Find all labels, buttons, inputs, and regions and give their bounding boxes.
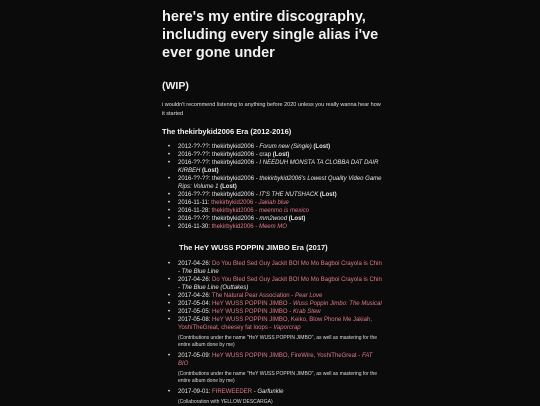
- release-link[interactable]: Krab Stew: [292, 309, 321, 315]
- artist-link[interactable]: thekirbykid2006: [211, 224, 254, 230]
- era2-list: [162, 260, 384, 406]
- release-link[interactable]: Vaporcrap: [273, 325, 301, 331]
- list-item[interactable]: • 2017-04-26: Do You Bled Sed Guy Jackit BOI Mo Mo Bagboi Crayola is Chin - The Blue Line (Outtakes): [162, 276, 384, 292]
- list-item[interactable]: • 2016-11-11: thekirbykid2006 - Jakiah blue: [162, 199, 384, 207]
- release-link[interactable]: meenmo is mexico: [258, 208, 309, 214]
- page-title: here's my entire discography, including every single alias i've ever gone under: [162, 9, 379, 61]
- list-item[interactable]: • 2016-11-28: thekirbykid2006 - meenmo is mexico: [162, 207, 384, 215]
- list-item: • 2016-??-??: thekirbykid2006 - crap (Lost): [162, 151, 384, 159]
- artist-link[interactable]: thekirbykid2006: [211, 200, 254, 206]
- list-item: • 2016-??-??: thekirbykid2006 - IT'S THE NUTSHACK (Lost): [162, 191, 384, 199]
- list-item[interactable]: • 2016-11-30: thekirbykid2006 - Meem MO: [162, 223, 384, 231]
- release-link[interactable]: Pear Love: [294, 293, 323, 299]
- era2-heading: The HeY WUSS POPPIN JIMBO Era (2017): [179, 243, 328, 252]
- list-item[interactable]: • 2017-09-01: FIREWEEDER - Garfunkle: [162, 388, 384, 396]
- list-item[interactable]: • 2017-04-26: Do You Bled Sed Guy Jackit BOI Mo Mo Bagboi Crayola is Chin - The Blue Line: [162, 260, 384, 276]
- release-link[interactable]: Jakiah blue: [258, 200, 289, 206]
- contribution-note: (Collaboration with YELLOW DESCARGA): [178, 399, 273, 405]
- list-item: • 2016-??-??: thekirbykid2006 - thekirbykid2006's Lowest Quality Video Game Rips: Volume 1 (Lost): [162, 175, 384, 191]
- artist-link[interactable]: The Natural Pear Association: [211, 293, 290, 299]
- list-item[interactable]: • 2017-04-26: The Natural Pear Association - Pear Love: [162, 292, 384, 300]
- list-item[interactable]: • 2017-05-08: HeY WUSS POPPIN JIMBO, Keiko, Blow Phone Me Jakiah, YoshiTheGreat, cheesey fat loops - Vaporcrap: [162, 316, 384, 332]
- release-link[interactable]: Meem MO: [258, 224, 287, 230]
- list-item: • 2016-??-??: thekirbykid2006 - I NEEDUH MONSTA TA CLOBBA DAT DAIR KIRBEH (Lost): [162, 159, 384, 175]
- contribution-note: (Contributions under the name "HeY WUSS POPPIN JIMBO", as well as mastering for the entire album done by me): [178, 371, 378, 384]
- artist-link[interactable]: thekirbykid2006: [211, 208, 254, 214]
- list-item: • 2012-??-??: thekirbykid2006 - Forum new (Single) (Lost): [162, 143, 384, 151]
- list-item: • 2016-??-??: thekirbykid2006 - mm2wood (Lost): [162, 215, 384, 223]
- list-item[interactable]: • 2017-05-04: HeY WUSS POPPIN JIMBO - Wuss Poppin Jimbo: The Musical: [162, 300, 384, 308]
- artist-link[interactable]: HeY WUSS POPPIN JIMBO, Keiko, Blow Phone Me Jakiah, YoshiTheGreat, cheesey fat loops: [178, 317, 372, 331]
- wip-label: (WIP): [162, 80, 189, 92]
- list-item[interactable]: • 2017-05-05: HeY WUSS POPPIN JIMBO - Krab Stew: [162, 308, 384, 316]
- release-link[interactable]: FAT BIO: [178, 353, 373, 367]
- era1-list: [162, 143, 384, 231]
- listening-note: i wouldn't recommend listening to anything before 2020 unless you really wanna hear how it started: [162, 102, 381, 117]
- list-item[interactable]: • 2017-05-09: HeY WUSS POPPIN JIMBO, FireWire, YoshiTheGreat - FAT BIO: [162, 352, 384, 368]
- contribution-note: (Contributions under the name "HeY WUSS POPPIN JIMBO", as well as mastering for the entire album done by me): [178, 335, 378, 348]
- artist-link[interactable]: Do You Bled Sed Guy Jackit BOI Mo Mo Bagboi Crayola is Chin: [212, 261, 382, 267]
- era1-heading: The thekirbykid2006 Era (2012-2016): [162, 127, 292, 136]
- artist-link[interactable]: FIREWEEDER: [212, 389, 253, 395]
- release-link[interactable]: Wuss Poppin Jimbo: The Musical: [292, 301, 382, 307]
- artist-link[interactable]: HeY WUSS POPPIN JIMBO: [212, 301, 288, 307]
- artist-link[interactable]: Do You Bled Sed Guy Jackit BOI Mo Mo Bagboi Crayola is Chin: [212, 277, 382, 283]
- artist-link[interactable]: HeY WUSS POPPIN JIMBO, FireWire, YoshiTheGreat: [212, 353, 357, 359]
- artist-link[interactable]: HeY WUSS POPPIN JIMBO: [212, 309, 288, 315]
